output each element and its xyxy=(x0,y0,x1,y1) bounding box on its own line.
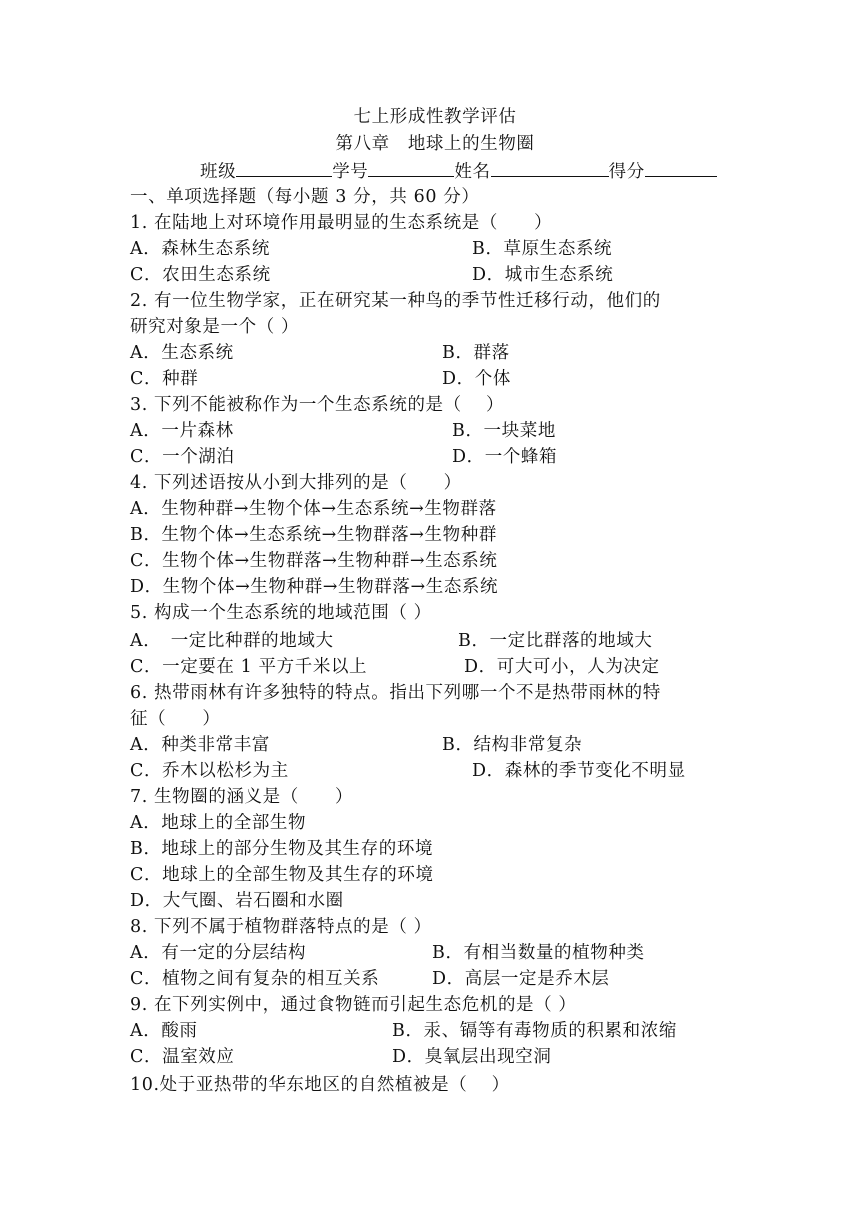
option-c[interactable]: C．农田生态系统 xyxy=(130,265,271,285)
class-blank[interactable] xyxy=(236,158,332,177)
option-a[interactable]: A．一片森林 xyxy=(130,421,234,441)
question-stem: 10.处于亚热带的华东地区的自然植被是（ ） xyxy=(130,1075,510,1095)
option-row xyxy=(130,758,740,784)
option-a[interactable]: A．生物种群→生物个体→生态系统→生物群落 xyxy=(130,499,497,519)
option-b[interactable]: B．有相当数量的植物种类 xyxy=(432,943,645,963)
question-stem-continued: 征（ ） xyxy=(130,709,221,729)
option-d[interactable]: D．城市生态系统 xyxy=(472,265,614,285)
option-d[interactable]: D．可大可小，人为决定 xyxy=(464,657,660,677)
option-row xyxy=(130,628,740,654)
option-row xyxy=(130,340,740,366)
question-stem: 1. 在陆地上对环境作用最明显的生态系统是（ ） xyxy=(130,213,553,233)
name-label: 姓名 xyxy=(454,162,491,182)
question-stem-continued: 研究对象是一个（ ） xyxy=(130,317,300,337)
question-stem: 4. 下列述语按从小到大排列的是（ ） xyxy=(130,473,462,493)
question-stem: 9. 在下列实例中，通过食物链而引起生态危机的是（ ） xyxy=(130,995,577,1015)
option-b[interactable]: B．汞、镉等有毒物质的积累和浓缩 xyxy=(392,1021,677,1041)
student-id-blank[interactable] xyxy=(368,158,454,177)
option-c[interactable]: C．植物之间有复杂的相互关系 xyxy=(130,969,380,989)
option-row xyxy=(130,418,740,444)
question-stem: 2. 有一位生物学家，正在研究某一种鸟的季节性迁移行动，他们的 xyxy=(130,291,661,311)
option-b[interactable]: B．结构非常复杂 xyxy=(442,735,583,755)
score-label: 得分 xyxy=(608,162,645,182)
chapter-title: 第八章 地球上的生物圈 xyxy=(335,134,535,154)
option-d[interactable]: D．生物个体→生物种群→生物群落→生态系统 xyxy=(130,577,499,597)
option-a[interactable]: A．生态系统 xyxy=(130,343,234,363)
option-c[interactable]: C．一个湖泊 xyxy=(130,447,235,467)
option-row xyxy=(130,1044,740,1070)
section-heading: 一、单项选择题（每小题 3 分，共 60 分） xyxy=(130,187,480,207)
option-d[interactable]: D．大气圈、岩石圈和水圈 xyxy=(130,891,344,911)
option-d[interactable]: D．高层一定是乔木层 xyxy=(432,969,610,989)
option-b[interactable]: B．生物个体→生态系统→生物群落→生物种群 xyxy=(130,525,497,545)
option-c[interactable]: C．温室效应 xyxy=(130,1047,235,1067)
option-c[interactable]: C．地球上的全部生物及其生存的环境 xyxy=(130,865,434,885)
question-stem: 7. 生物圈的涵义是（ ） xyxy=(130,787,354,807)
option-row xyxy=(130,444,740,470)
option-a[interactable]: A．酸雨 xyxy=(130,1021,198,1041)
question-stem: 3. 下列不能被称作为一个生态系统的是（ ） xyxy=(130,395,505,415)
option-row xyxy=(130,236,740,262)
question-stem: 6. 热带雨林有许多独特的特点。指出下列哪一个不是热带雨林的特 xyxy=(130,683,661,703)
option-a[interactable]: A．森林生态系统 xyxy=(130,239,270,259)
option-b[interactable]: B．地球上的部分生物及其生存的环境 xyxy=(130,839,434,859)
option-d[interactable]: D．个体 xyxy=(442,369,511,389)
option-b[interactable]: B．一块菜地 xyxy=(452,421,556,441)
option-d[interactable]: D．森林的季节变化不明显 xyxy=(472,761,686,781)
student-id-label: 学号 xyxy=(332,162,369,182)
score-blank[interactable] xyxy=(645,158,717,177)
option-row xyxy=(130,966,740,992)
exam-title: 七上形成性教学评估 xyxy=(353,107,517,127)
question-stem: 8. 下列不属于植物群落特点的是（ ） xyxy=(130,917,432,937)
option-c[interactable]: C．生物个体→生物群落→生物种群→生态系统 xyxy=(130,551,498,571)
option-b[interactable]: B．一定比群落的地域大 xyxy=(458,631,653,651)
option-b[interactable]: B．草原生态系统 xyxy=(472,239,613,259)
option-c[interactable]: C．一定要在 1 平方千米以上 xyxy=(130,657,368,677)
class-label: 班级 xyxy=(200,162,237,182)
option-row xyxy=(130,940,740,966)
option-d[interactable]: D．一个蜂箱 xyxy=(452,447,558,467)
option-d[interactable]: D．臭氧层出现空洞 xyxy=(392,1047,552,1067)
option-c[interactable]: C．乔木以松杉为主 xyxy=(130,761,289,781)
option-a[interactable]: A．有一定的分层结构 xyxy=(130,943,307,963)
option-row xyxy=(130,654,740,680)
option-a[interactable]: A．地球上的全部生物 xyxy=(130,813,307,833)
option-row xyxy=(130,1018,740,1044)
name-blank[interactable] xyxy=(491,158,609,177)
option-row xyxy=(130,366,740,392)
option-row xyxy=(130,262,740,288)
option-c[interactable]: C．种群 xyxy=(130,369,199,389)
question-stem: 5. 构成一个生态系统的地域范围（ ） xyxy=(130,603,432,623)
student-info-line xyxy=(200,158,740,184)
option-a[interactable]: A．种类非常丰富 xyxy=(130,735,270,755)
option-row xyxy=(130,732,740,758)
option-a[interactable]: A． 一定比种群的地域大 xyxy=(130,631,334,651)
option-b[interactable]: B．群落 xyxy=(442,343,510,363)
